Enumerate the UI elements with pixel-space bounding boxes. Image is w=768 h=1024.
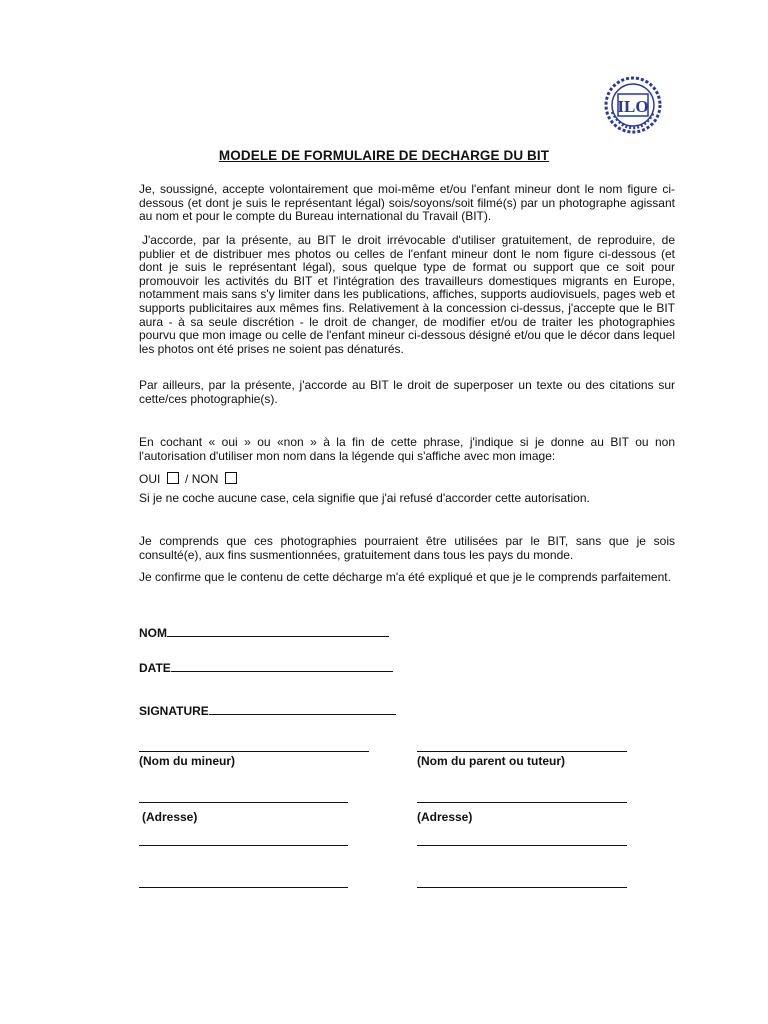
- nom-blank[interactable]: [167, 626, 389, 637]
- signature-blank[interactable]: [209, 704, 396, 715]
- address-right-line-3[interactable]: [417, 887, 627, 888]
- name-consent-paragraph: En cochant « oui » ou «non » à la fin de cette phrase, j'indique si je donne au BIT ou non l'autorisation d'utiliser mon nom dans la légende qui s'affiche avec mon image:: [139, 435, 675, 463]
- address-left-caption: (Adresse): [142, 810, 198, 824]
- minor-name-line[interactable]: [139, 751, 369, 752]
- oui-label: OUI: [139, 472, 161, 486]
- form-title: MODELE DE FORMULAIRE DE DECHARGE DU BIT: [218, 148, 550, 163]
- non-checkbox[interactable]: [225, 472, 237, 484]
- signature-field[interactable]: [139, 704, 396, 718]
- svg-text:ILO: ILO: [617, 97, 649, 116]
- consent-paragraph: Je, soussigné, accepte volontairement que moi-même et/ou l'enfant mineur dont le nom figure ci-dessous (et dont je suis le représentant légal) sois/soyons/soit filmé(s) par un photographe agissant au nom et pour le compte du Bureau international du Travail (BIT).: [139, 182, 675, 224]
- address-left-line-3[interactable]: [139, 887, 348, 888]
- address-right-caption: (Adresse): [417, 810, 473, 824]
- non-label: / NON: [185, 472, 219, 486]
- nom-label: NOM: [139, 626, 167, 640]
- parent-name-caption: (Nom du parent ou tuteur): [417, 754, 565, 768]
- parent-name-line[interactable]: [417, 751, 627, 752]
- address-right-line-2[interactable]: [417, 845, 627, 846]
- minor-name-caption: (Nom du mineur): [139, 754, 235, 768]
- signature-label: SIGNATURE: [139, 704, 209, 718]
- usage-paragraph: Je comprends que ces photographies pourraient être utilisées par le BIT, sans que je sois consulté(e), aux fins susmentionnées, gratuitement dans tous les pays du monde.: [139, 534, 675, 562]
- address-right-line-1[interactable]: [417, 802, 627, 803]
- ilo-logo-icon: [600, 76, 666, 134]
- date-blank[interactable]: [171, 661, 393, 672]
- date-label: DATE: [139, 661, 171, 675]
- date-field[interactable]: [139, 661, 393, 675]
- address-left-line-1[interactable]: [139, 802, 348, 803]
- overlay-paragraph: Par ailleurs, par la présente, j'accorde au BIT le droit de superposer un texte ou des citations sur cette/ces photographie(s).: [139, 378, 675, 406]
- no-check-paragraph: Si je ne coche aucune case, cela signifie que j'ai refusé d'accorder cette autorisation.: [139, 491, 590, 505]
- yes-no-options: [139, 472, 240, 486]
- rights-paragraph: J'accorde, par la présente, au BIT le droit irrévocable d'utiliser gratuitement, de reproduire, de publier et de distribuer mes photos ou celles de l'enfant mineur dont le nom figure ci-dessous (et dont je suis le représentant légal), sous quelque type de format ou support que ce soit pour promouvoir les activités du BIT et l'intégration des travailleurs domestiques migrants en Europe, notamment mais sans s'y limiter dans les publications, affiches, supports audiovisuels, pages web et supports publicitaires aux mêmes fins. Relativement à la concession ci-dessus, j'accepte que le BIT aura - à sa seule discrétion - le droit de changer, de modifier et/ou de traiter les photographies pourvu que mon image ou celle de l'enfant mineur ci-dessous désigné et/ou que le décor dans lequel les photos ont été prises ne soient pas dénaturés.: [139, 233, 675, 356]
- nom-field[interactable]: [139, 626, 389, 640]
- confirmation-paragraph: Je confirme que le contenu de cette décharge m'a été expliqué et que je le comprends parfaitement.: [139, 570, 671, 584]
- address-left-line-2[interactable]: [139, 845, 348, 846]
- oui-checkbox[interactable]: [167, 472, 179, 484]
